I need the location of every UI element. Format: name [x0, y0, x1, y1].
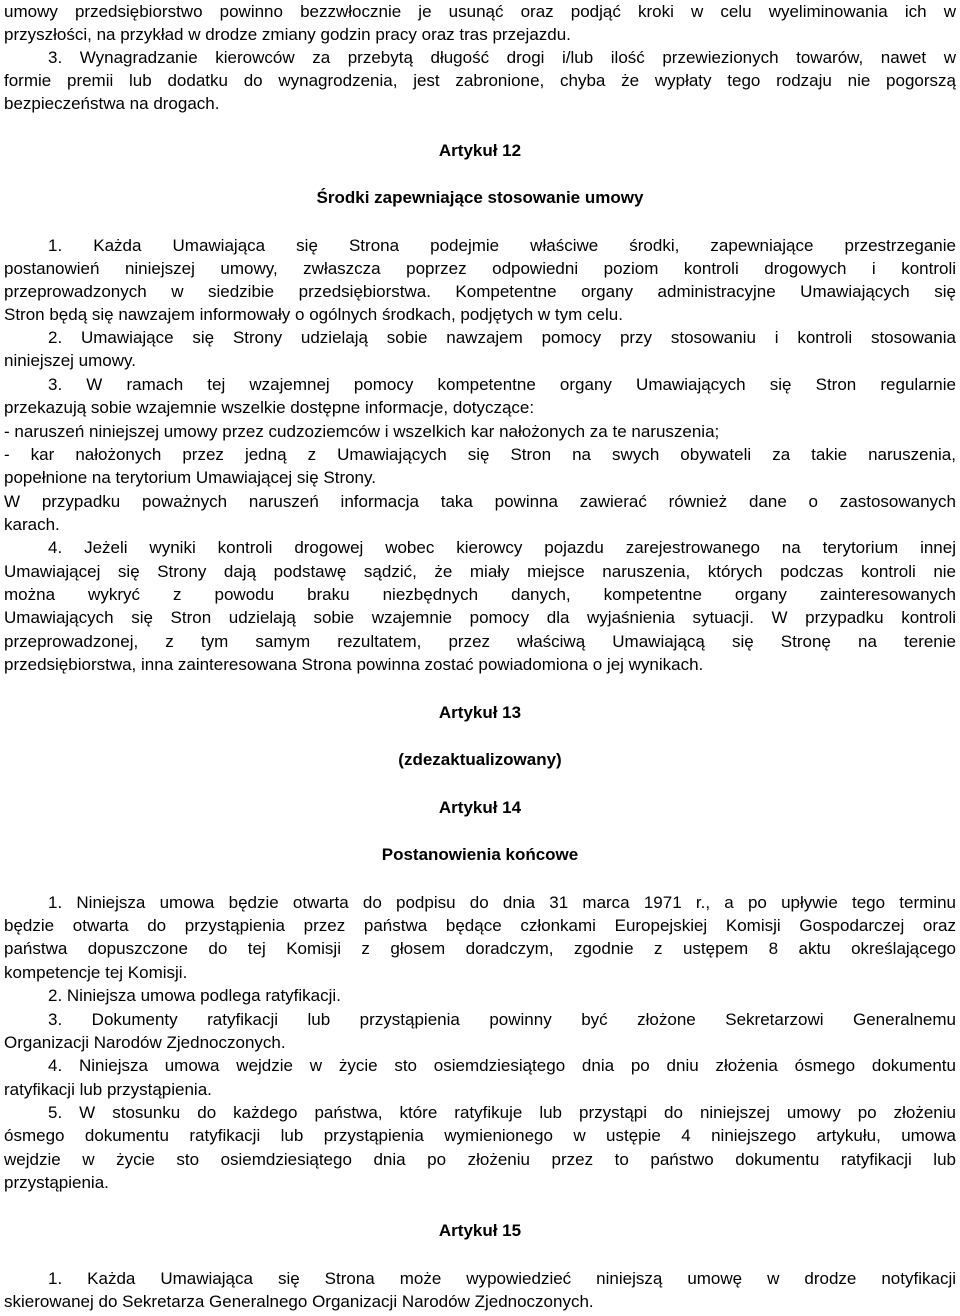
- body-line: będzie otwarta do przystąpienia przez państwa będące członkami Europejskiej Komisji Gospodarczej oraz: [4, 916, 956, 935]
- article-heading: Artykuł 15: [438, 1221, 522, 1240]
- body-line: wejdzie w życie sto osiemdziesiątego dnia po złożeniu przez to państwo dokumentu ratyfikacji lub: [4, 1150, 956, 1169]
- body-line: 1. Niniejsza umowa będzie otwarta do podpisu do dnia 31 marca 1971 r., a po upływie tego terminu: [48, 893, 956, 912]
- article-heading: Artykuł 13: [438, 703, 522, 722]
- body-line: 5. W stosunku do każdego państwa, które ratyfikuje lub przystąpi do niniejszej umowy po złożeniu: [48, 1103, 956, 1122]
- body-line: Organizacji Narodów Zjednoczonych.: [4, 1033, 286, 1052]
- article-heading: Artykuł 12: [438, 141, 522, 160]
- body-line: Umawiającej się Strony dają podstawę sądzić, że miały miejsce naruszenia, których podczas kontroli nie: [4, 562, 956, 581]
- body-line: popełnione na terytorium Umawiającej się Strony.: [4, 468, 376, 487]
- article-heading: Artykuł 14: [438, 798, 522, 817]
- body-line: skierowanej do Sekretarza Generalnego Organizacji Narodów Zjednoczonych.: [4, 1292, 594, 1311]
- body-line: przekazują sobie wzajemnie wszelkie dostępne informacje, dotyczące:: [4, 398, 535, 417]
- body-line: ósmego dokumentu ratyfikacji lub przystąpienia wymienionego w ustępie 4 niniejszego artykułu, umowa: [4, 1126, 956, 1145]
- body-line: umowy przedsiębiorstwo powinno bezzwłocznie je usunąć oraz podjąć kroki w celu wyeliminowania ich w: [4, 2, 956, 21]
- body-line: 3. Dokumenty ratyfikacji lub przystąpienia powinny być złożone Sekretarzowi Generalnemu: [48, 1010, 956, 1029]
- body-line: 1. Każda Umawiająca się Strona może wypowiedzieć niniejszą umowę w drodze notyfikacji: [48, 1269, 956, 1288]
- body-line: przyszłości, na przykład w drodze zmiany godzin pracy oraz tras przejazdu.: [4, 25, 571, 44]
- body-line: W przypadku poważnych naruszeń informacja taka powinna zawierać również dane o zastosowanych: [4, 492, 956, 511]
- list-item: - naruszeń niniejszej umowy przez cudzoziemców i wszelkich kar nałożonych za te naruszenia;: [4, 422, 720, 441]
- body-line: 2. Umawiające się Strony udzielają sobie nawzajem pomocy przy stosowaniu i kontroli stosowania: [48, 328, 956, 347]
- body-line: Umawiających się Stron udzielają sobie wzajemnie pomocy dla wyjaśnienia sytuacji. W przypadku kontroli: [4, 608, 956, 627]
- body-line: przedsiębiorstwa, inna zainteresowana Strona powinna zostać powiadomiona o jej wynikach.: [4, 655, 704, 674]
- body-line: niniejszej umowy.: [4, 351, 136, 370]
- article-subheading: (zdezaktualizowany): [398, 750, 562, 769]
- body-line: 2. Niniejsza umowa podlega ratyfikacji.: [48, 986, 341, 1005]
- body-line: przeprowadzonych w siedzibie przedsiębiorstwa. Kompetentne organy administracyjne Umawiających się: [4, 282, 956, 301]
- body-line: 3. Wynagradzanie kierowców za przebytą długość drogi i/lub ilość przewiezionych towarów, nawet w: [48, 48, 956, 67]
- article-subheading: Postanowienia końcowe: [381, 845, 579, 864]
- article-subheading: Środki zapewniające stosowanie umowy: [316, 188, 644, 207]
- body-line: 4. Niniejsza umowa wejdzie w życie sto osiemdziesiątego dnia po dniu złożenia ósmego dokumentu: [48, 1056, 956, 1075]
- body-line: karach.: [4, 515, 60, 534]
- body-line: 1. Każda Umawiająca się Strona podejmie właściwe środki, zapewniające przestrzeganie: [48, 236, 956, 255]
- body-line: postanowień niniejszej umowy, zwłaszcza poprzez odpowiedni poziom kontroli drogowych i kontroli: [4, 259, 956, 278]
- body-line: przeprowadzonej, z tym samym rezultatem, przez właściwą Umawiającą się Stronę na terenie: [4, 632, 956, 651]
- body-line: bezpieczeństwa na drogach.: [4, 94, 220, 113]
- body-line: 3. W ramach tej wzajemnej pomocy kompetentne organy Umawiających się Stron regularnie: [48, 375, 956, 394]
- body-line: kompetencje tej Komisji.: [4, 963, 188, 982]
- body-line: 4. Jeżeli wyniki kontroli drogowej wobec kierowcy pojazdu zarejestrowanego na terytorium innej: [48, 538, 956, 557]
- body-line: można wykryć z powodu braku niezbędnych danych, kompetentne organy zainteresowanych: [4, 585, 956, 604]
- list-item: - kar nałożonych przez jedną z Umawiających się Stron na swych obywateli za takie naruszenia,: [4, 445, 956, 464]
- body-line: formie premii lub dodatku do wynagrodzenia, jest zabronione, chyba że wypłaty tego rodzaju nie pogorszą: [4, 71, 956, 90]
- body-line: państwa dopuszczone do tej Komisji z głosem doradczym, zgodnie z ustępem 8 aktu określającego: [4, 939, 956, 958]
- body-line: przystąpienia.: [4, 1173, 109, 1192]
- body-line: Stron będą się nawzajem informowały o ogólnych środkach, podjętych w tym celu.: [4, 305, 623, 324]
- body-line: ratyfikacji lub przystąpienia.: [4, 1080, 212, 1099]
